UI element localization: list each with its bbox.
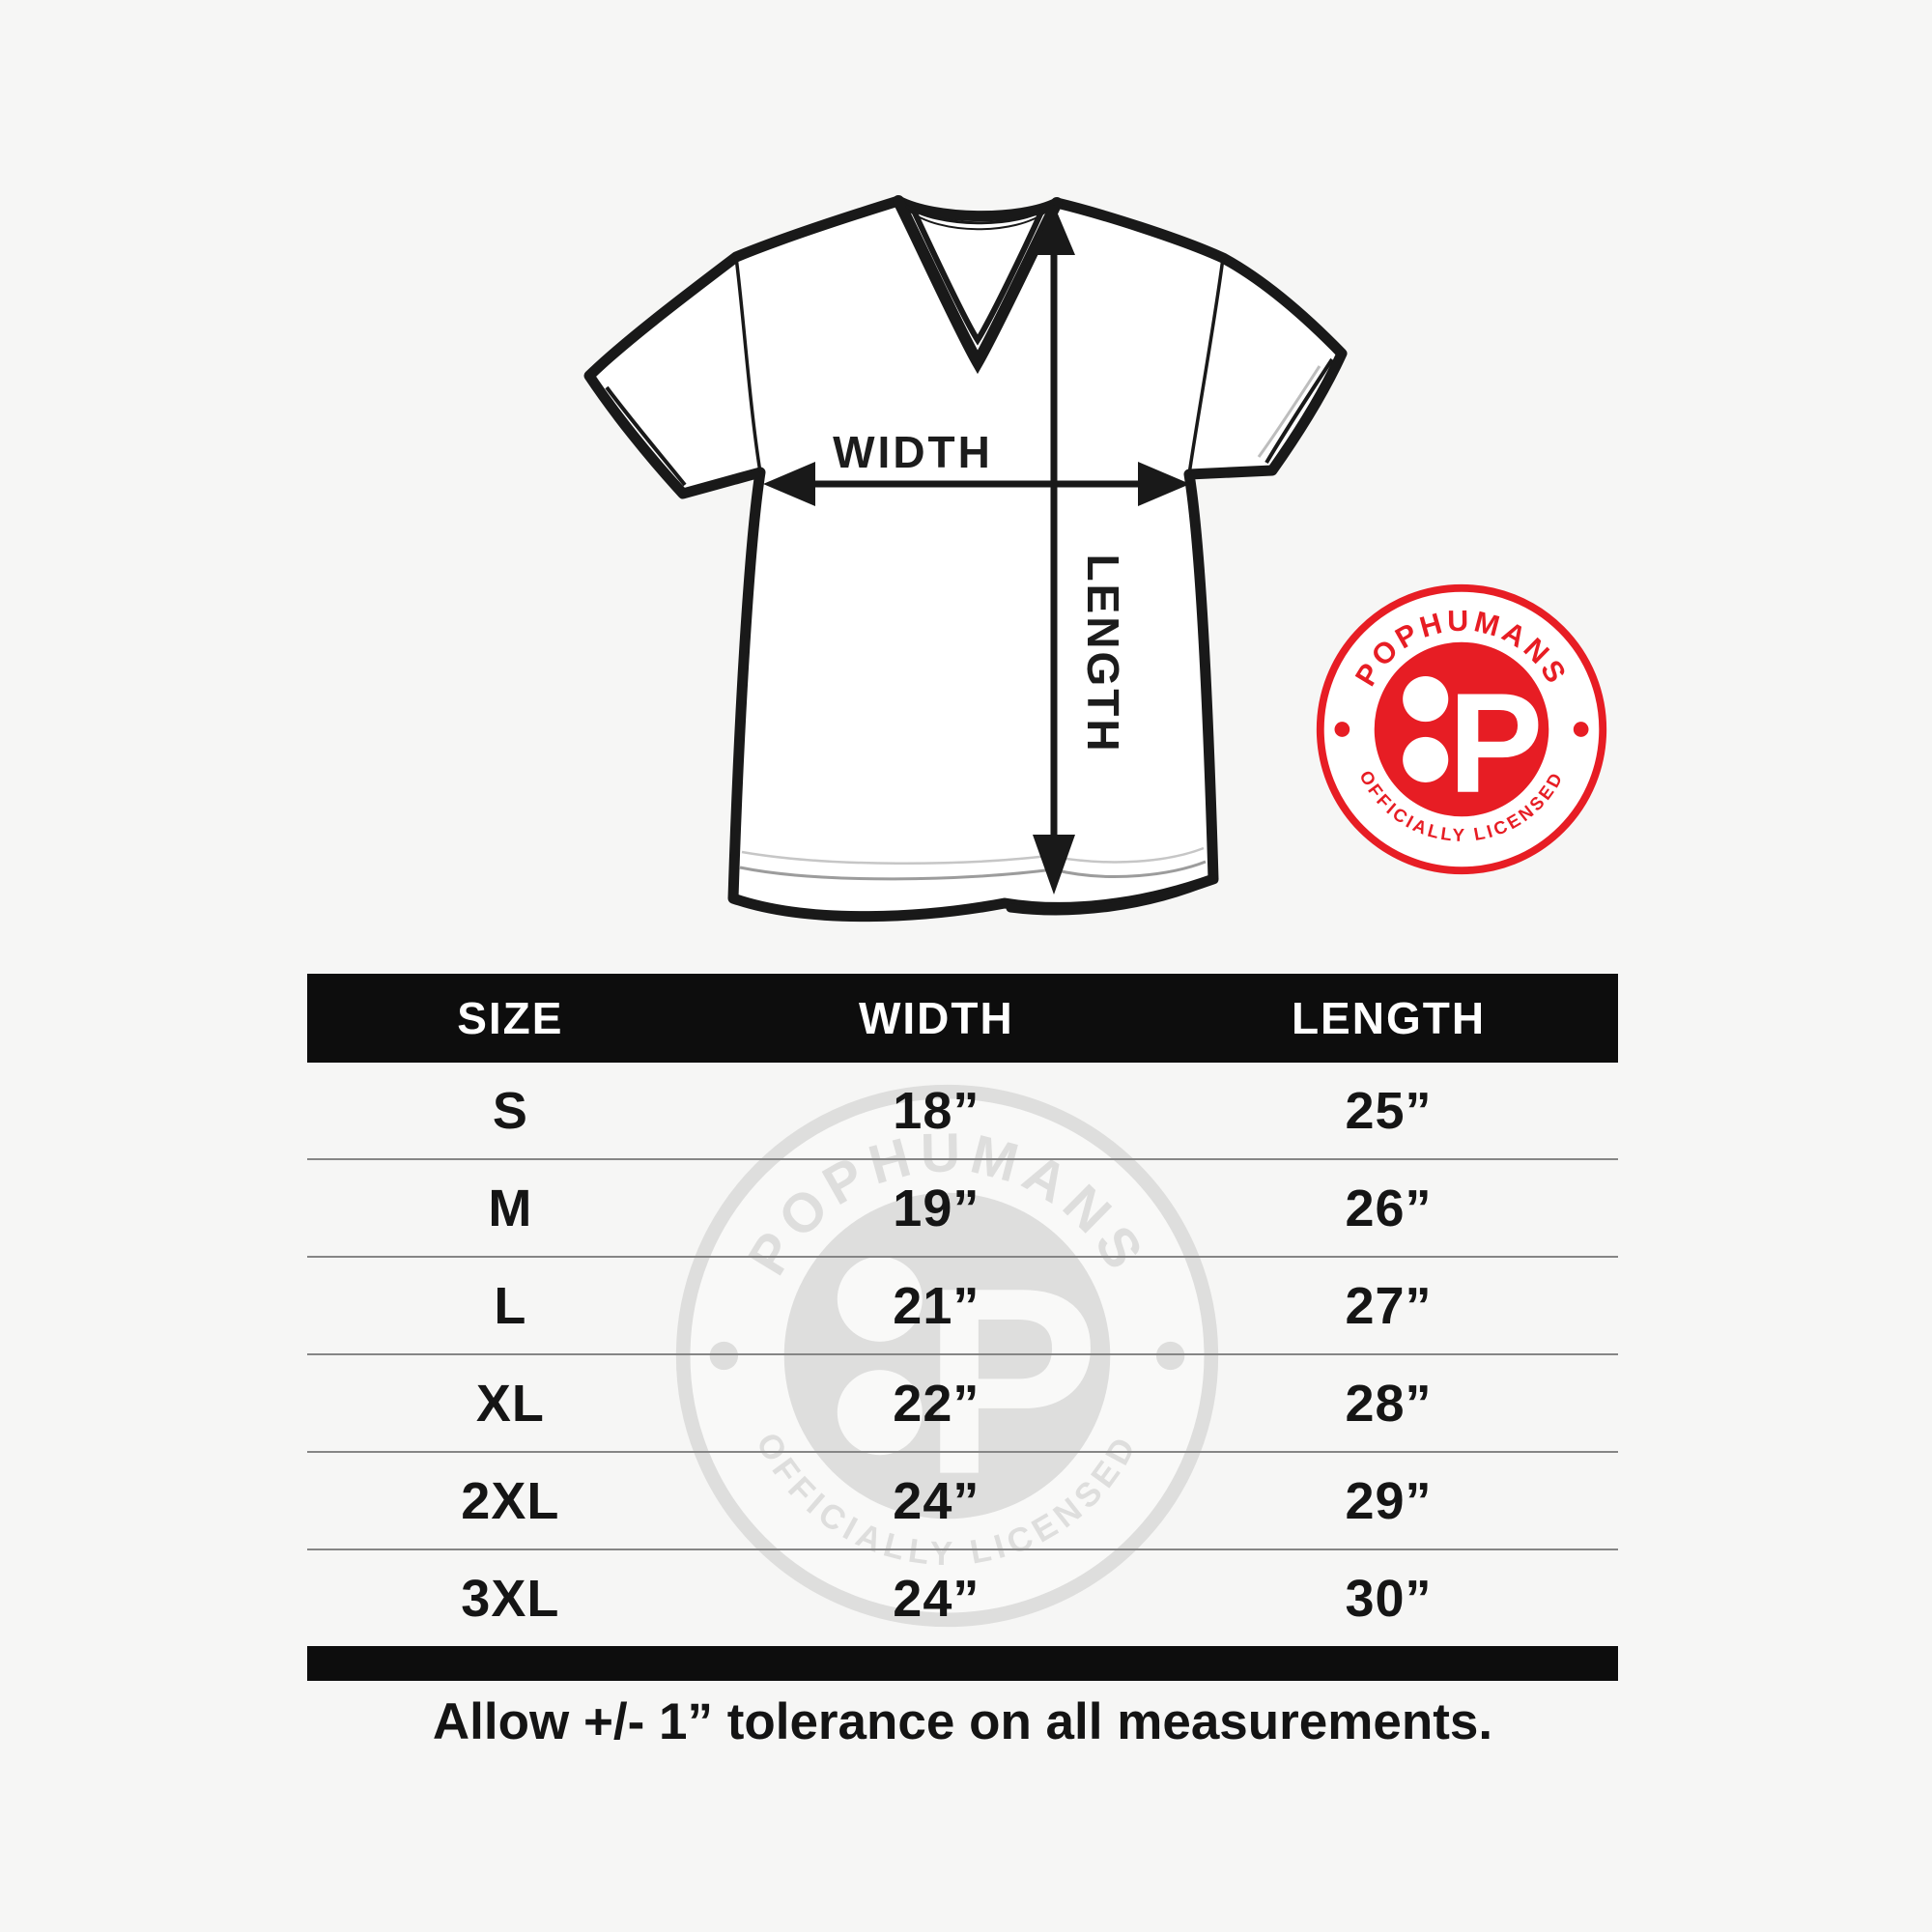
pophumans-licensed-badge	[1310, 578, 1613, 881]
cell-size: XL	[475, 1374, 545, 1433]
cell-width: 22”	[893, 1374, 980, 1433]
cell-length: 28”	[1345, 1374, 1433, 1433]
cell-width: 18”	[893, 1081, 980, 1140]
cell-width: 24”	[893, 1471, 980, 1530]
cell-length: 25”	[1345, 1081, 1433, 1140]
tshirt-outline	[589, 201, 1342, 917]
cell-size: M	[488, 1179, 533, 1237]
cell-size: L	[494, 1276, 527, 1335]
table-row-xl	[307, 1353, 1618, 1451]
cell-length: 27”	[1345, 1276, 1433, 1335]
cell-width: 19”	[893, 1179, 980, 1237]
header-size: SIZE	[457, 993, 564, 1043]
cell-width: 24”	[893, 1569, 980, 1628]
length-label: LENGTH	[1078, 554, 1128, 754]
header-width: WIDTH	[858, 993, 1014, 1043]
cell-length: 30”	[1345, 1569, 1433, 1628]
cell-size: S	[492, 1081, 528, 1140]
cell-size: 3XL	[461, 1569, 560, 1628]
header-length: LENGTH	[1291, 993, 1487, 1043]
table-row-s	[307, 1063, 1618, 1158]
cell-length: 29”	[1345, 1471, 1433, 1530]
tshirt-measurement-diagram	[541, 179, 1372, 942]
cell-length: 26”	[1345, 1179, 1433, 1237]
table-row-m	[307, 1158, 1618, 1256]
table-row-l	[307, 1256, 1618, 1353]
size-table	[307, 974, 1618, 1681]
cell-width: 21”	[893, 1276, 980, 1335]
width-label: WIDTH	[833, 427, 993, 477]
table-row-2xl	[307, 1451, 1618, 1548]
size-table-header	[307, 974, 1618, 1063]
table-bottom-bar	[307, 1646, 1618, 1681]
tolerance-note: Allow +/- 1” tolerance on all measurements.	[432, 1693, 1493, 1750]
table-row-3xl	[307, 1548, 1618, 1646]
cell-size: 2XL	[461, 1471, 560, 1530]
